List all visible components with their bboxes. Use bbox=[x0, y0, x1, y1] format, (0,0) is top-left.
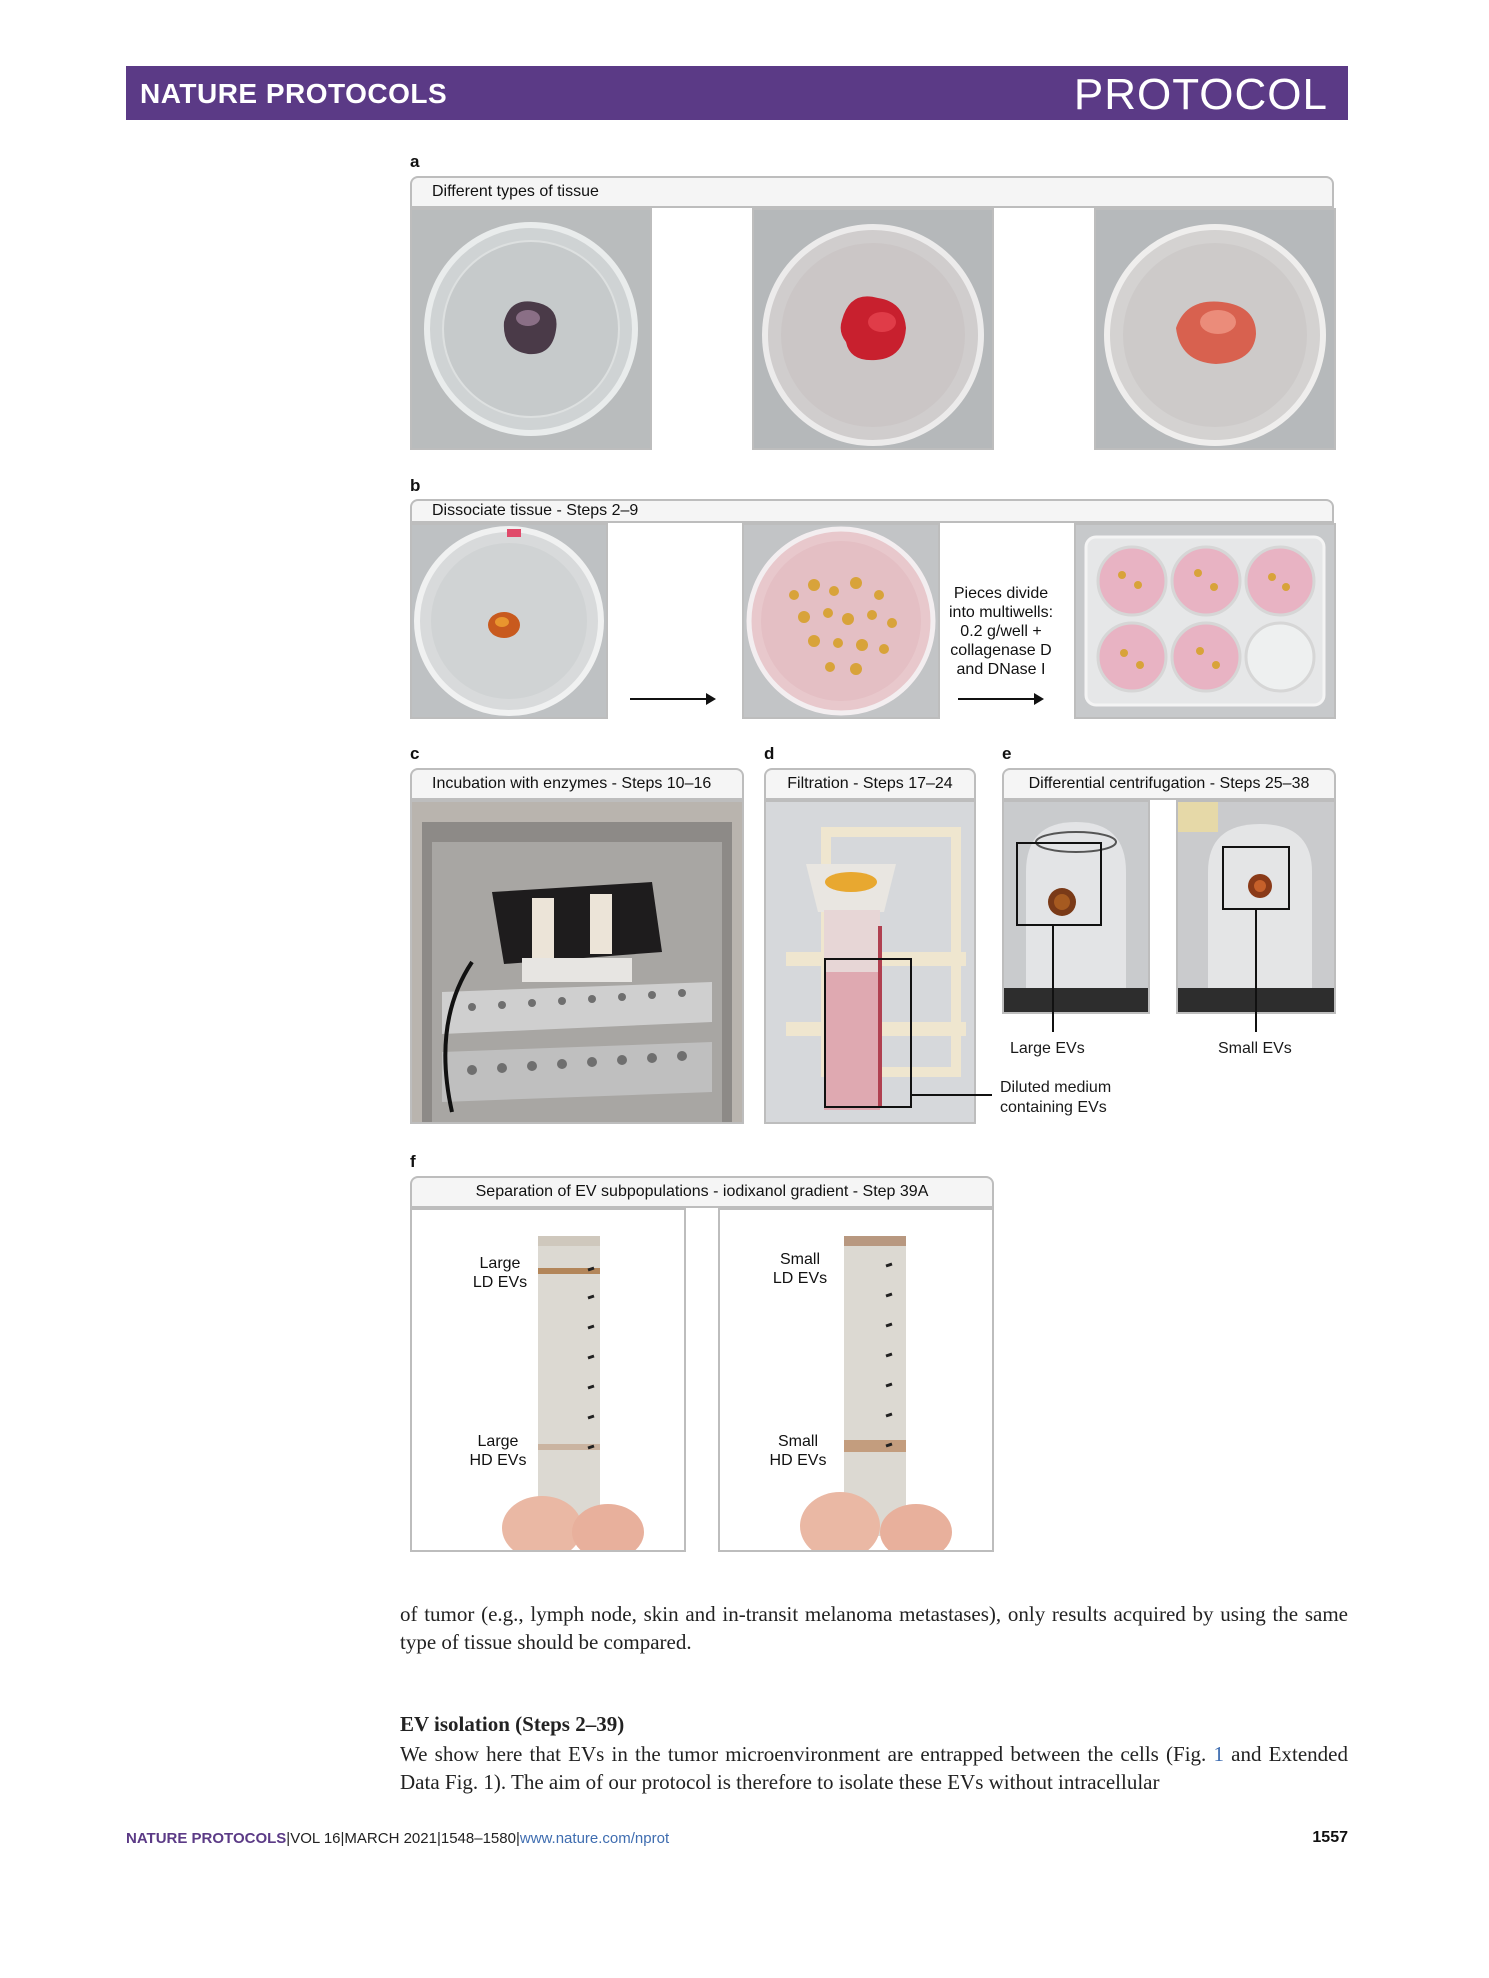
section-heading: EV isolation (Steps 2–39) bbox=[400, 1712, 625, 1736]
tissue-photo-2 bbox=[752, 208, 994, 450]
page-footer bbox=[126, 1830, 669, 1847]
panel-f-title: Separation of EV subpopulations - iodixanol gradient - Step 39A bbox=[410, 1176, 994, 1208]
panel-b-title: Dissociate tissue - Steps 2–9 bbox=[410, 499, 1334, 523]
note-line: and DNase I bbox=[956, 661, 1046, 678]
small-hd-evs-label bbox=[760, 1432, 836, 1470]
gradient-tube-small-photo bbox=[718, 1208, 994, 1552]
tissue-photo-1 bbox=[410, 208, 652, 450]
panel-c-label: c bbox=[410, 744, 420, 763]
dissociate-photo-2 bbox=[742, 523, 940, 719]
label-line: HD EVs bbox=[469, 1452, 527, 1469]
figure-1-link[interactable]: 1 bbox=[1213, 1742, 1224, 1766]
panel-d-label: d bbox=[764, 744, 775, 763]
note-line: into multiwells: bbox=[948, 604, 1054, 621]
footer-pages: 1548–1580 bbox=[440, 1830, 516, 1847]
filtration-highlight-box bbox=[824, 958, 912, 1108]
multiwell-photo bbox=[1074, 523, 1336, 719]
article-type: PROTOCOL bbox=[1073, 70, 1328, 119]
note-line: Pieces divide bbox=[953, 585, 1049, 602]
para2-text: and Extended Data Fig. 1). The aim of our protocol is therefore to isolate these EVs without intracellular bbox=[400, 1742, 1348, 1794]
footer-volume: VOL 16 bbox=[290, 1830, 341, 1847]
callout-line: Diluted medium bbox=[1000, 1079, 1112, 1096]
panel-b-label: b bbox=[410, 476, 421, 495]
footer-separator: | bbox=[515, 1830, 520, 1847]
large-ev-highlight-box bbox=[1016, 842, 1102, 926]
label-line: LD EVs bbox=[472, 1274, 528, 1291]
panel-a-title: Different types of tissue bbox=[410, 176, 1334, 208]
large-ev-callout-line bbox=[1052, 926, 1054, 1032]
body-paragraph-1: of tumor (e.g., lymph node, skin and in-transit melanoma metastases), only results acquired by using the same type of tissue should be compared. bbox=[400, 1602, 1348, 1654]
panel-e-title: Differential centrifugation - Steps 25–38 bbox=[1002, 768, 1336, 800]
footer-url[interactable]: www.nature.com/nprot bbox=[519, 1830, 670, 1847]
large-evs-label: Large EVs bbox=[1010, 1040, 1085, 1057]
label-line: Small bbox=[777, 1433, 818, 1450]
label-line: Large bbox=[477, 1433, 519, 1450]
incubator-photo bbox=[410, 800, 744, 1124]
label-line: LD EVs bbox=[772, 1270, 828, 1287]
label-line: HD EVs bbox=[769, 1452, 827, 1469]
dissociate-photo-1 bbox=[410, 523, 608, 719]
footer-separator: | bbox=[340, 1830, 345, 1847]
footer-journal: NATURE PROTOCOLS bbox=[126, 1830, 287, 1847]
dissociate-note bbox=[942, 584, 1060, 679]
body-paragraph-2 bbox=[400, 1740, 1348, 1796]
page-number: 1557 bbox=[1312, 1829, 1348, 1846]
para2-text: We show here that EVs in the tumor microenvironment are entrapped between the cells (Fig. bbox=[400, 1742, 1214, 1766]
footer-separator: | bbox=[286, 1830, 291, 1847]
label-line: Small bbox=[779, 1251, 820, 1268]
small-ev-callout-line bbox=[1255, 910, 1257, 1032]
tissue-photo-3 bbox=[1094, 208, 1336, 450]
footer-date: MARCH 2021 bbox=[344, 1830, 437, 1847]
filtration-callout bbox=[1000, 1078, 1111, 1118]
large-hd-evs-label bbox=[460, 1432, 536, 1470]
panel-d-title: Filtration - Steps 17–24 bbox=[764, 768, 976, 800]
note-line: 0.2 g/well + bbox=[960, 623, 1042, 640]
arrow-b-1 bbox=[630, 698, 714, 700]
journal-name: NATURE PROTOCOLS bbox=[140, 78, 448, 109]
small-ev-highlight-box bbox=[1222, 846, 1290, 910]
label-line: Large bbox=[479, 1255, 521, 1272]
footer-separator: | bbox=[436, 1830, 441, 1847]
note-line: collagenase D bbox=[950, 642, 1052, 659]
large-ld-evs-label bbox=[462, 1254, 538, 1292]
panel-c-title: Incubation with enzymes - Steps 10–16 bbox=[410, 768, 744, 800]
arrow-b-2 bbox=[958, 698, 1042, 700]
filtration-callout-line bbox=[912, 1094, 992, 1096]
gradient-tube-large-photo bbox=[410, 1208, 686, 1552]
small-evs-label: Small EVs bbox=[1218, 1040, 1292, 1057]
panel-e-label: e bbox=[1002, 744, 1012, 763]
callout-line: containing EVs bbox=[1000, 1099, 1107, 1116]
journal-banner bbox=[126, 66, 1348, 120]
small-ld-evs-label bbox=[762, 1250, 838, 1288]
panel-f-label: f bbox=[410, 1152, 416, 1171]
panel-a-label: a bbox=[410, 152, 420, 171]
